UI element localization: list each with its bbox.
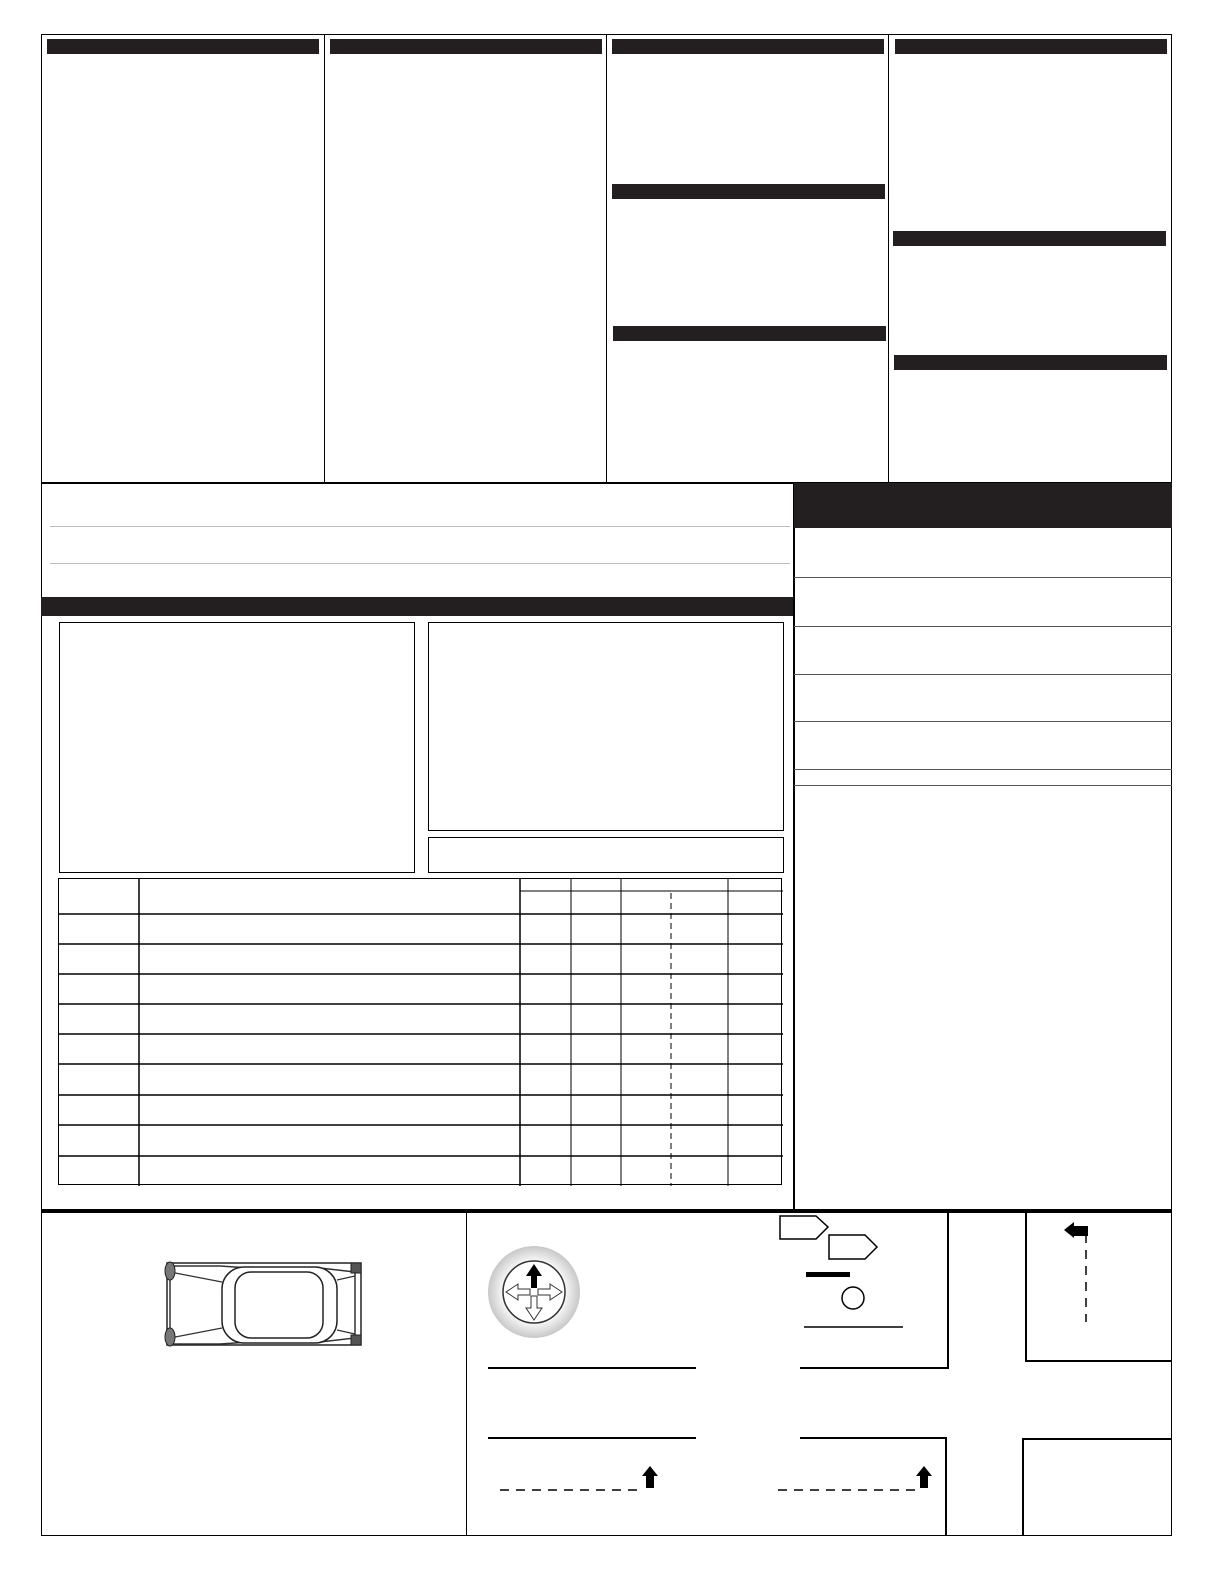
- car-top-view-icon: [160, 1258, 365, 1352]
- write-line: [50, 563, 790, 564]
- column-divider: [606, 34, 607, 483]
- road-diagram: [466, 1210, 1172, 1536]
- right-panel: [794, 483, 1172, 1210]
- right-panel-header: [794, 483, 1172, 528]
- sign-2-icon: [829, 1235, 877, 1259]
- arrow-left-icon: [1064, 1222, 1088, 1238]
- column-3-subheader-b: [613, 326, 886, 341]
- column-3-header: [612, 39, 884, 54]
- write-line: [50, 526, 790, 527]
- narrative-box[interactable]: [59, 622, 415, 873]
- description-header: [41, 597, 793, 616]
- right-panel-divider: [794, 769, 1172, 770]
- right-panel-divider: [794, 577, 1172, 578]
- arrow-up-icon: [642, 1466, 658, 1488]
- sketch-box[interactable]: [428, 622, 784, 831]
- data-table: [58, 878, 782, 1185]
- right-panel-divider: [794, 721, 1172, 722]
- column-4-header: [895, 39, 1167, 54]
- column-divider: [324, 34, 325, 483]
- signal-circle-icon: [842, 1287, 864, 1309]
- right-panel-divider: [794, 674, 1172, 675]
- right-panel-divider: [794, 785, 1172, 786]
- sign-1-icon: [780, 1216, 828, 1239]
- data-table-grid: [59, 879, 783, 1186]
- column-4-subheader-a: [893, 231, 1166, 246]
- column-2-header: [330, 39, 602, 54]
- column-3-subheader-a: [612, 184, 885, 199]
- sketch-caption-box[interactable]: [428, 837, 784, 873]
- right-panel-divider: [794, 626, 1172, 627]
- arrow-up-icon: [916, 1466, 932, 1488]
- column-4-subheader-b: [894, 355, 1167, 370]
- column-1-header: [47, 39, 319, 54]
- column-divider: [888, 34, 889, 483]
